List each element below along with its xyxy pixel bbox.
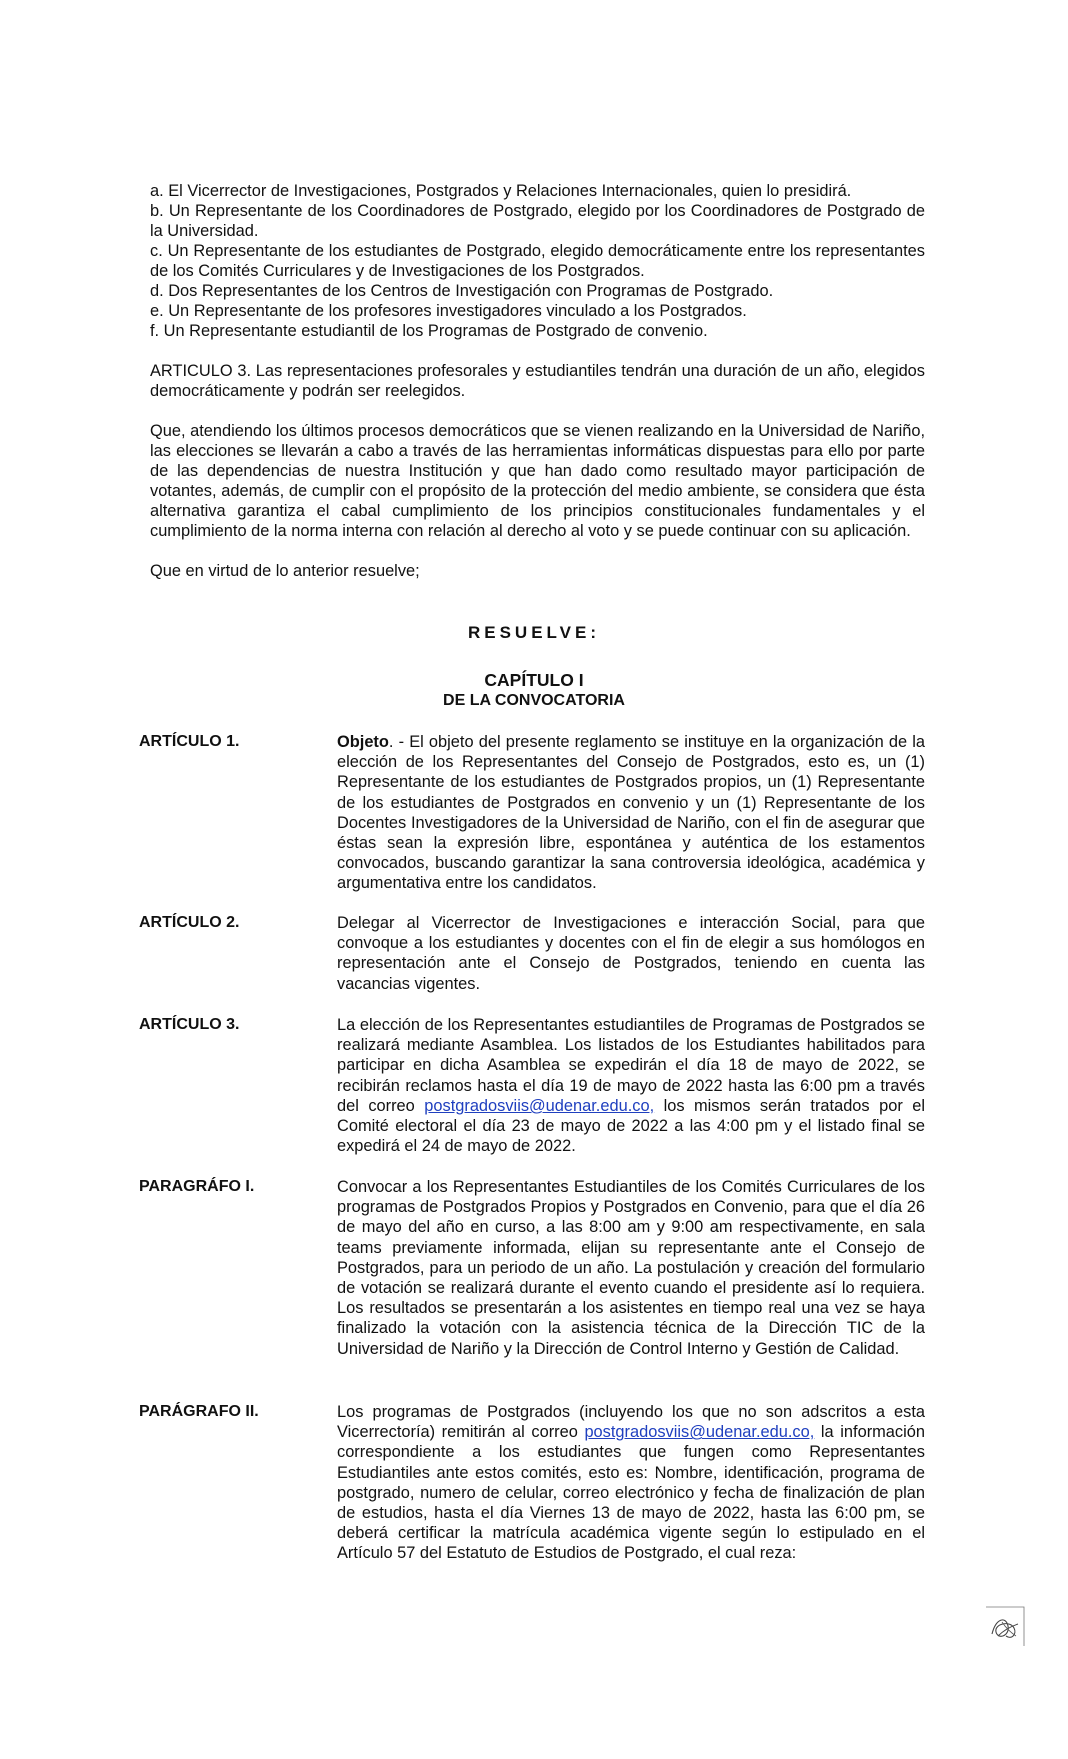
article-body: Convocar a los Representantes Estudiantiles de los Comités Curriculares de los programas de Postgrados Propios y Postgrados en Convenio, para que el día 26 de mayo del año en curso, a las 8:00 am y 9:00 am respectivamente, en sala teams previamente informada, elijan su representante ante el Consejo de Postgrados, para un periodo de un año. La postulación y creación del formulario de votación se realizará durante el evento cuando el presidente así lo requiera. Los resultados se presentarán a los asistentes en tiempo real una vez se haya finalizado la votación con la asistencia técnica de la Dirección TIC de la Universidad de Nariño y la Dirección de Control Interno y Gestión de Calidad. — [337, 1178, 925, 1358]
resuelve-intro: Que en virtud de lo anterior resuelve; — [150, 562, 420, 580]
email-link[interactable]: postgradosviis@udenar.edu.co, — [424, 1096, 655, 1115]
article-label: ARTÍCULO 1. — [139, 733, 240, 750]
article-label: ARTÍCULO 2. — [139, 914, 240, 931]
signature-mark — [984, 1606, 1028, 1648]
list-item-c: c. Un Representante de los estudiantes de Postgrado, elegido democráticamente entre los representantes de los Comités Curriculares y de Investigaciones de los Postgrados. — [150, 242, 925, 280]
articulo-3-paragraph: ARTICULO 3. Las representaciones profesorales y estudiantiles tendrán una duración de un año, elegidos democráticamente y podrán ser reelegidos. — [150, 362, 925, 400]
article-body — [337, 1015, 925, 1156]
list-item-e: e. Un Representante de los profesores investigadores vinculado a los Postgrados. — [150, 302, 747, 320]
article-text-after: los mismos serán tratados por el Comité electoral el día 23 de mayo de 2022 a las 4:00 pm y el listado final se expedirá el 24 de mayo de 2022. — [337, 1096, 925, 1156]
article-lead: Objeto — [337, 733, 389, 751]
article-text: . - El objeto del presente reglamento se instituye en la organización de la elección de los Representantes del Consejo de Postgrados, esto es, un (1) Representante de los estudiantes de Postgrados propios, un (1) Representante de los estudiantes de Postgrados en convenio y un (1) Representante de los Docentes Investigadores de la Universidad de Nariño, con el fin de asegurar que éstas sean la expresión libre, espontánea y auténtica de los estamentos convocados, buscando garantizar la sana controversia ideológica, académica y argumentativa entre los candidatos. — [337, 733, 925, 893]
article-label: PARAGRÁFO I. — [139, 1178, 255, 1195]
considerando-paragraph: Que, atendiendo los últimos procesos democráticos que se vienen realizando en la Universidad de Nariño, las elecciones se llevarán a cabo a través de las herramientas informáticas dispuestas para ello por parte de las dependencias de nuestra Institución y que han dado como resultado mayor participación de votantes, además, de cumplir con el propósito de la protección del medio ambiente, se considera que ésta alternativa garantiza el cabal cumplimiento de los principios constitucionales fundamentales y el cumplimiento de la norma interna con relación al derecho al voto y se puede continuar con su aplicación. — [150, 422, 925, 540]
list-item-f: f. Un Representante estudiantil de los Programas de Postgrado de convenio. — [150, 322, 708, 340]
article-body: Delegar al Vicerrector de Investigaciones e interacción Social, para que convoque a los estudiantes y docentes con el fin de elegir a sus homólogos en representación ante el Consejo de Postgrados, teniendo en cuenta las vacancias vigentes. — [337, 914, 925, 993]
article-label: ARTÍCULO 3. — [139, 1016, 240, 1033]
chapter-subtitle: DE LA CONVOCATORIA — [443, 692, 625, 709]
article-body — [337, 1402, 925, 1564]
article-label: PARÁGRAFO II. — [139, 1403, 259, 1420]
signature-scribble — [984, 1606, 1028, 1648]
list-item-a: a. El Vicerrector de Investigaciones, Postgrados y Relaciones Internacionales, quien lo presidirá. — [150, 182, 852, 200]
article-text-before: Los programas de Postgrados (incluyendo los que no son adscritos a esta Vicerrectoría) remitirán al correo — [337, 1403, 925, 1442]
resuelve-heading: RESUELVE: — [467, 623, 601, 642]
email-link[interactable]: postgradosviis@udenar.edu.co, — [584, 1423, 815, 1442]
article-text-after: la información correspondiente a los estudiantes que fungen como Representantes Estudiantiles ante estos comités, esto es: Nombre, identificación, programa de postgrado, numero de celular, correo electrónico y fecha de finalización de plan de estudios, hasta el día Viernes 13 de mayo de 2022, hasta las 6:00 pm, se deberá certificar la matrícula académica vigente según lo estipulado en el Artículo 57 del Estatuto de Estudios de Postgrado, el cual reza: — [337, 1423, 925, 1563]
article-body — [337, 732, 925, 894]
article-text-before: La elección de los Representantes estudiantiles de Programas de Postgrados se realizará mediante Asamblea. Los listados de los Estudiantes habilitados para participar en dicha Asamblea se expedirán el día 18 de mayo de 2022, se recibirán reclamos hasta el día 19 de mayo de 2022 hasta las 6:00 pm a través del correo — [337, 1016, 925, 1115]
chapter-title: CAPÍTULO I — [484, 670, 584, 690]
list-item-b: b. Un Representante de los Coordinadores de Postgrado, elegido por los Coordinadores de Postgrado de la Universidad. — [150, 202, 925, 240]
intro-section — [150, 181, 925, 581]
list-item-d: d. Dos Representantes de los Centros de Investigación con Programas de Postgrado. — [150, 282, 774, 300]
